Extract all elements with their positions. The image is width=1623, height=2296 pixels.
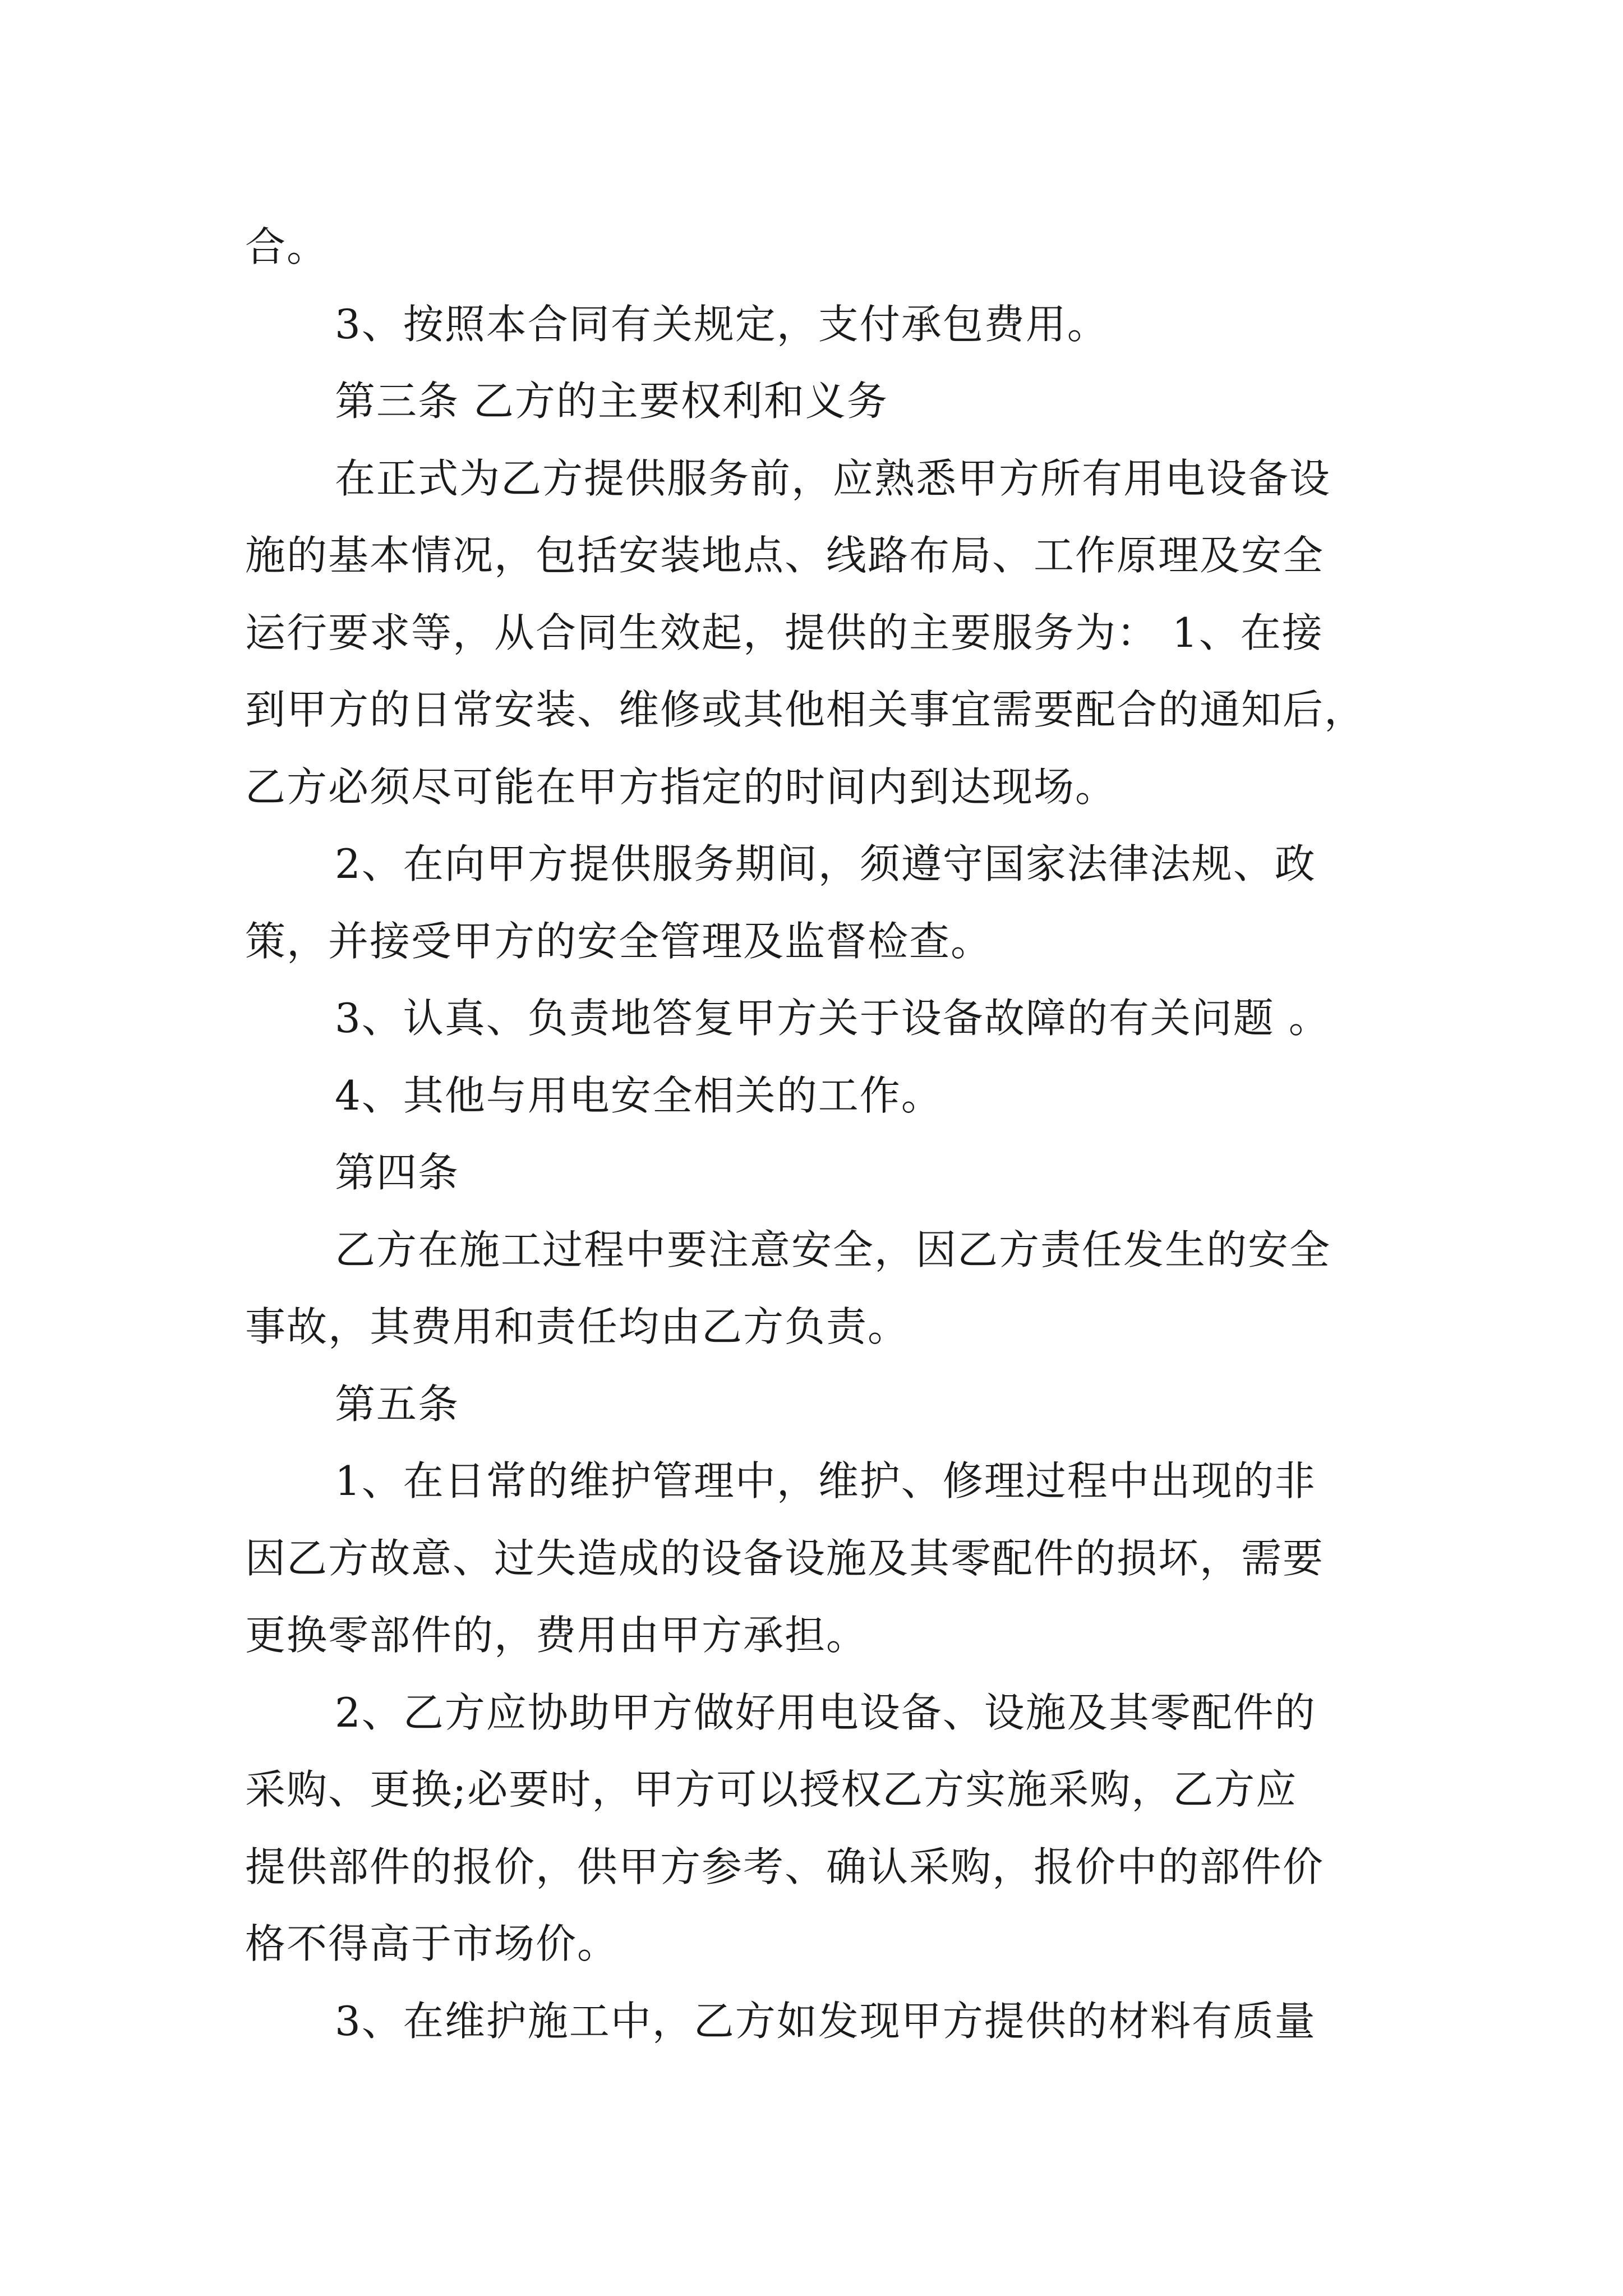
text-line: 4、其他与用电安全相关的工作。: [335, 1071, 943, 1119]
text-line: 事故，其费用和责任均由乙方负责。: [245, 1303, 910, 1350]
text-line: 采购、更换;必要时，甲方可以授权乙方实施采购，乙方应: [245, 1766, 1298, 1813]
text-line: 合。: [245, 223, 329, 270]
document-body: [245, 209, 1391, 2060]
text-line: 格不得高于市场价。: [245, 1920, 619, 1967]
text-line: 更换零部件的，费用由甲方承担。: [245, 1612, 868, 1659]
text-line: 3、认真、负责地答复甲方关于设备故障的有关问题 。: [335, 995, 1330, 1042]
text-line: 提供部件的报价，供甲方参考、确认采购，报价中的部件价: [245, 1843, 1325, 1890]
text-line: 乙方必须尽可能在甲方指定的时间内到达现场。: [245, 763, 1117, 811]
text-line: 因乙方故意、过失造成的设备设施及其零配件的损坏，需要: [245, 1534, 1325, 1582]
text-line: 运行要求等，从合同生效起，提供的主要服务为： 1、在接: [245, 609, 1324, 656]
text-line: 到甲方的日常安装、维修或其他相关事宜需要配合的通知后，: [245, 686, 1366, 733]
text-line: 策，并接受甲方的安全管理及监督检查。: [245, 917, 993, 965]
text-line: 在正式为乙方提供服务前，应熟悉甲方所有用电设备设: [335, 454, 1331, 502]
text-line: 2、在向甲方提供服务期间，须遵守国家法律法规、政: [335, 840, 1316, 887]
text-line: 3、在维护施工中，乙方如发现甲方提供的材料有质量: [335, 1997, 1316, 2045]
section-heading: 第三条 乙方的主要权利和义务: [335, 378, 888, 425]
text-line: 1、在日常的维护管理中，维护、修理过程中出现的非: [335, 1457, 1316, 1504]
text-line: 乙方在施工过程中要注意安全，因乙方责任发生的安全: [335, 1226, 1331, 1273]
text-line: 2、乙方应协助甲方做好用电设备、设施及其零配件的: [335, 1688, 1316, 1736]
text-line: 施的基本情况，包括安装地点、线路布局、工作原理及安全: [245, 532, 1325, 579]
section-heading: 第四条: [335, 1149, 460, 1196]
text-line: 3、按照本合同有关规定，支付承包费用。: [335, 300, 1109, 348]
section-heading: 第五条: [335, 1380, 460, 1428]
